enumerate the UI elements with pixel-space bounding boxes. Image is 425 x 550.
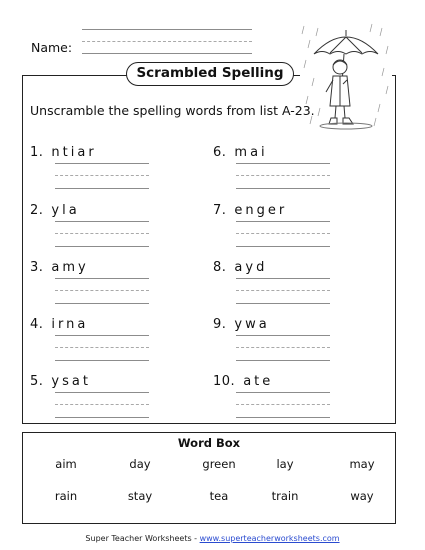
answer-5-top: [55, 392, 149, 393]
word-box-word: lay: [276, 457, 294, 471]
word-box-word: tea: [209, 489, 229, 503]
answer-5-mid: [55, 404, 149, 405]
answer-4-field[interactable]: [55, 360, 149, 361]
problem-2: 2. yla: [30, 203, 80, 218]
word-box-word: day: [129, 457, 151, 471]
problem-5: 5. ysat: [30, 374, 91, 389]
answer-10-mid: [236, 404, 330, 405]
answer-2-top: [55, 221, 149, 222]
answer-1-top: [55, 163, 149, 164]
worksheet-title: Scrambled Spelling: [126, 62, 294, 86]
word-box-title: Word Box: [177, 436, 241, 450]
scrambled-word: yla: [51, 203, 80, 218]
answer-8-top: [236, 278, 330, 279]
problem-3: 3. amy: [30, 260, 89, 275]
scrambled-word: irna: [51, 317, 89, 332]
answer-8-field[interactable]: [236, 303, 330, 304]
answer-9-mid: [236, 347, 330, 348]
answer-10-field[interactable]: [236, 417, 330, 418]
problem-4: 4. irna: [30, 317, 89, 332]
answer-6-mid: [236, 175, 330, 176]
answer-10-top: [236, 392, 330, 393]
answer-6-field[interactable]: [236, 188, 330, 189]
answer-5-field[interactable]: [55, 417, 149, 418]
name-guide-mid: [82, 41, 252, 42]
footer: Super Teacher Worksheets - www.superteacherworksheets.com: [85, 534, 340, 543]
word-box-word: way: [350, 489, 374, 503]
problem-1: 1. ntiar: [30, 145, 97, 160]
answer-7-field[interactable]: [236, 246, 330, 247]
answer-7-mid: [236, 233, 330, 234]
problem-10: 10. ate: [213, 374, 274, 389]
answer-9-top: [236, 335, 330, 336]
problem-9: 9. ywa: [213, 317, 270, 332]
scrambled-word: ysat: [51, 374, 91, 389]
answer-9-field[interactable]: [236, 360, 330, 361]
scrambled-word: ate: [243, 374, 274, 389]
name-field[interactable]: [82, 53, 252, 54]
scrambled-word: ntiar: [51, 145, 97, 160]
scrambled-word: mai: [234, 145, 268, 160]
answer-1-mid: [55, 175, 149, 176]
answer-7-top: [236, 221, 330, 222]
answer-3-field[interactable]: [55, 303, 149, 304]
word-box-word: may: [349, 457, 375, 471]
answer-2-mid: [55, 233, 149, 234]
word-box-word: stay: [127, 489, 153, 503]
scrambled-word: ayd: [234, 260, 268, 275]
problem-7: 7. enger: [213, 203, 288, 218]
instructions: Unscramble the spelling words from list A-23.: [30, 103, 315, 118]
answer-4-top: [55, 335, 149, 336]
footer-link[interactable]: www.superteacherworksheets.com: [199, 534, 340, 543]
scrambled-word: ywa: [234, 317, 270, 332]
problem-8: 8. ayd: [213, 260, 268, 275]
word-box-word: train: [271, 489, 299, 503]
answer-3-mid: [55, 290, 149, 291]
answer-8-mid: [236, 290, 330, 291]
word-box-word: green: [202, 457, 236, 471]
answer-1-field[interactable]: [55, 188, 149, 189]
answer-3-top: [55, 278, 149, 279]
name-guide-top: [82, 29, 252, 30]
scrambled-word: amy: [51, 260, 89, 275]
scrambled-word: enger: [234, 203, 288, 218]
answer-2-field[interactable]: [55, 246, 149, 247]
answer-6-top: [236, 163, 330, 164]
word-box-word: rain: [54, 489, 78, 503]
answer-4-mid: [55, 347, 149, 348]
problem-6: 6. mai: [213, 145, 268, 160]
word-box-word: aim: [55, 457, 77, 471]
name-label: Name:: [31, 40, 73, 55]
